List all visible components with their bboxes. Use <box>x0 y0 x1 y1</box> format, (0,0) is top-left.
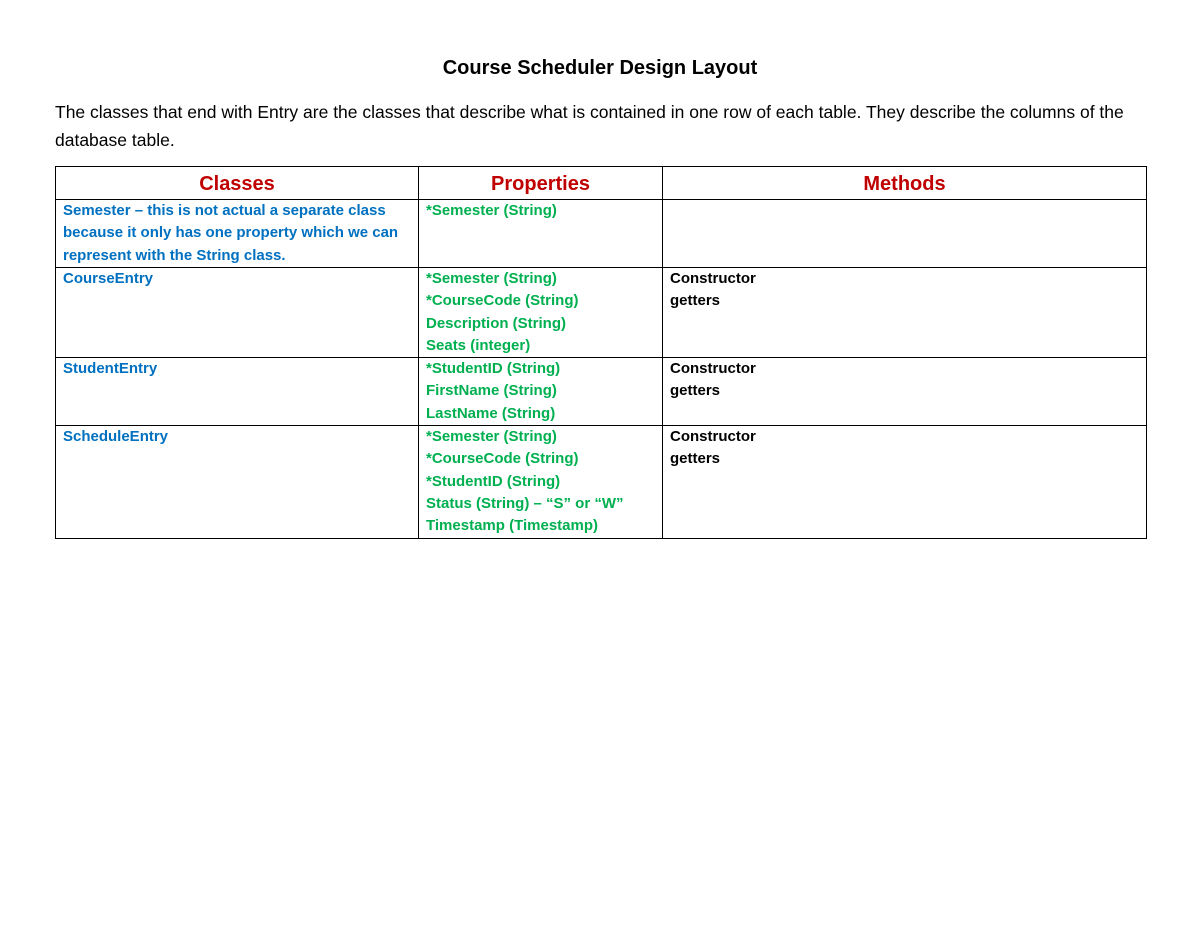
table-row <box>56 200 1147 268</box>
property-item: *CourseCode (String) <box>426 292 579 310</box>
method-item: Constructor <box>670 270 756 287</box>
property-item: FirstName (String) <box>426 382 557 400</box>
property-item: Status (String) – “S” or “W” <box>426 495 624 513</box>
class-cell <box>56 200 419 268</box>
class-name: StudentEntry <box>63 360 158 378</box>
table-header-row <box>56 167 1147 200</box>
table-row <box>56 426 1147 538</box>
property-item: *CourseCode (String) <box>426 450 579 468</box>
property-item: *Semester (String) <box>426 428 557 446</box>
property-item: Timestamp (Timestamp) <box>426 517 598 535</box>
class-name: Semester – this is not actual a separate class because it only has one property which we can represent with the String class. <box>63 202 399 264</box>
properties-cell <box>419 358 663 426</box>
header-classes: Classes <box>56 167 419 200</box>
method-item: Constructor <box>670 428 756 446</box>
method-item: Constructor <box>670 360 756 378</box>
methods-cell <box>663 358 1147 426</box>
methods-cell <box>663 268 1147 358</box>
methods-cell <box>663 426 1147 538</box>
class-cell <box>56 358 419 426</box>
properties-cell <box>419 268 663 358</box>
property-item: *Semester (String) <box>426 202 557 219</box>
property-item: *StudentID (String) <box>426 360 561 378</box>
class-cell <box>56 268 419 358</box>
property-item: Description (String) <box>426 314 567 332</box>
document-title: Course Scheduler Design Layout <box>442 57 758 79</box>
table-row <box>56 358 1147 426</box>
property-item: *Semester (String) <box>426 270 557 287</box>
header-methods: Methods <box>663 167 1147 200</box>
property-item: *StudentID (String) <box>426 472 561 490</box>
method-item: getters <box>670 382 721 400</box>
method-item: getters <box>670 450 721 468</box>
property-item: LastName (String) <box>426 404 556 422</box>
header-properties: Properties <box>419 167 663 200</box>
intro-paragraph: The classes that end with Entry are the classes that describe what is contained in one row of each table. They describe the columns of the database table. <box>55 102 1124 150</box>
methods-cell <box>663 200 1147 268</box>
properties-cell <box>419 426 663 538</box>
method-item: getters <box>670 292 721 310</box>
class-design-table <box>55 166 1147 539</box>
class-name: CourseEntry <box>63 270 154 287</box>
property-item: Seats (integer) <box>426 336 531 354</box>
class-cell <box>56 426 419 538</box>
table-row <box>56 268 1147 358</box>
class-name: ScheduleEntry <box>63 428 169 446</box>
properties-cell <box>419 200 663 268</box>
